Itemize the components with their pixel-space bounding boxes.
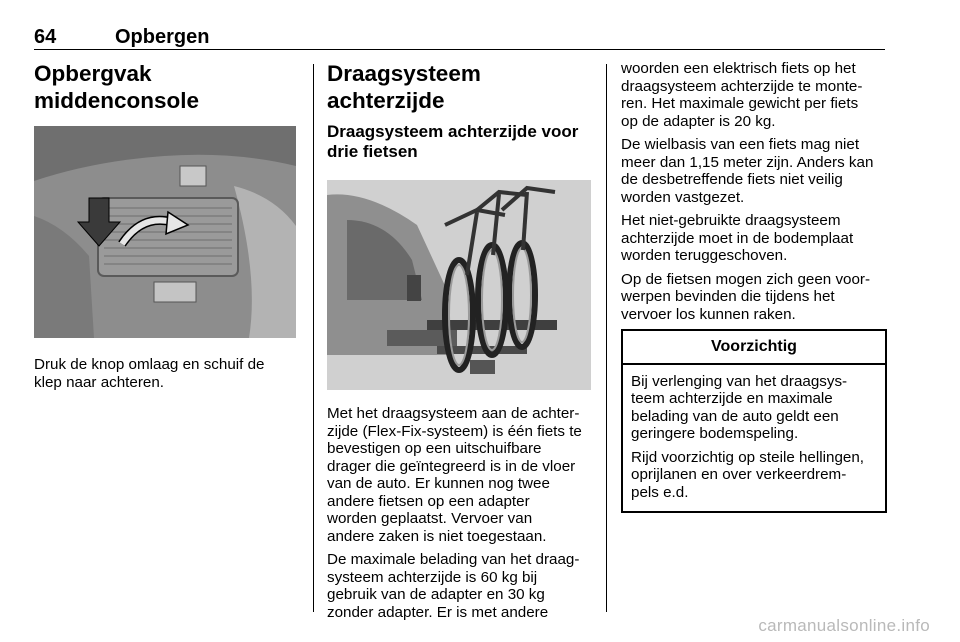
body-paragraph: De maximale belading van het draag- systeem achterzijde is 60 kg bij gebruik van de adapter en 30 kg zonder adapter. Er is met andere bbox=[327, 551, 580, 621]
watermark: carmanualsonline.info bbox=[758, 616, 930, 635]
section-heading: Draagsysteem achterzijde bbox=[327, 61, 481, 113]
figure-caption: Druk de knop omlaag en schuif de klep naar achteren. bbox=[34, 356, 265, 391]
body-paragraph: Met het draagsysteem aan de achter- zijde (Flex-Fix-systeem) is één fiets te bevestigen op een uitschuifbare drager die geïntegreerd is in de vloer van de auto. Er kunnen nog twee andere fietsen op een adapter worden geplaatst. Vervoer van andere zaken is niet toegestaan. bbox=[327, 405, 582, 545]
section-heading: Opbergvak middenconsole bbox=[34, 61, 200, 113]
body-paragraph: Op de fietsen mogen zich geen voor- werpen bevinden die tijdens het vervoer los kunnen raken. bbox=[621, 270, 871, 323]
header-rule bbox=[34, 49, 885, 50]
body-paragraph: Het niet-gebruikte draagsysteem achterzijde moet in de bodemplaat worden teruggeschoven. bbox=[621, 212, 854, 264]
body-paragraph: woorden een elektrisch fiets op het draagsysteem achterzijde te monte- ren. Het maximale gewicht per fiets op de adapter is 20 kg. bbox=[621, 60, 863, 130]
caution-box bbox=[621, 329, 887, 513]
chapter-title: Opbergen bbox=[115, 26, 210, 48]
caution-paragraph: Rijd voorzichtig op steile hellingen, oprijlanen en over verkeerdrem- pels e.d. bbox=[631, 448, 865, 501]
caution-body bbox=[623, 365, 885, 512]
body-paragraph: De wielbasis van een fiets mag niet meer dan 1,15 meter zijn. Anders kan de desbetreffende fiets niet veilig worden vastgezet. bbox=[621, 136, 874, 206]
page-number: 64 bbox=[34, 26, 57, 48]
bike-carrier-illustration bbox=[327, 180, 591, 390]
column-1 bbox=[34, 60, 302, 397]
column-3 bbox=[621, 60, 887, 513]
subsection-heading: Draagsysteem achterzijde voor drie fietsen bbox=[327, 122, 579, 161]
caution-paragraph: Bij verlenging van het draagsys- teem achterzijde en maximale belading van de auto geldt een geringere bodemspeling. bbox=[631, 372, 848, 442]
column-divider bbox=[606, 64, 607, 612]
console-storage-illustration bbox=[34, 126, 296, 338]
column-divider bbox=[313, 64, 314, 612]
column-2 bbox=[327, 60, 595, 627]
caution-title: Voorzichtig bbox=[623, 331, 885, 365]
